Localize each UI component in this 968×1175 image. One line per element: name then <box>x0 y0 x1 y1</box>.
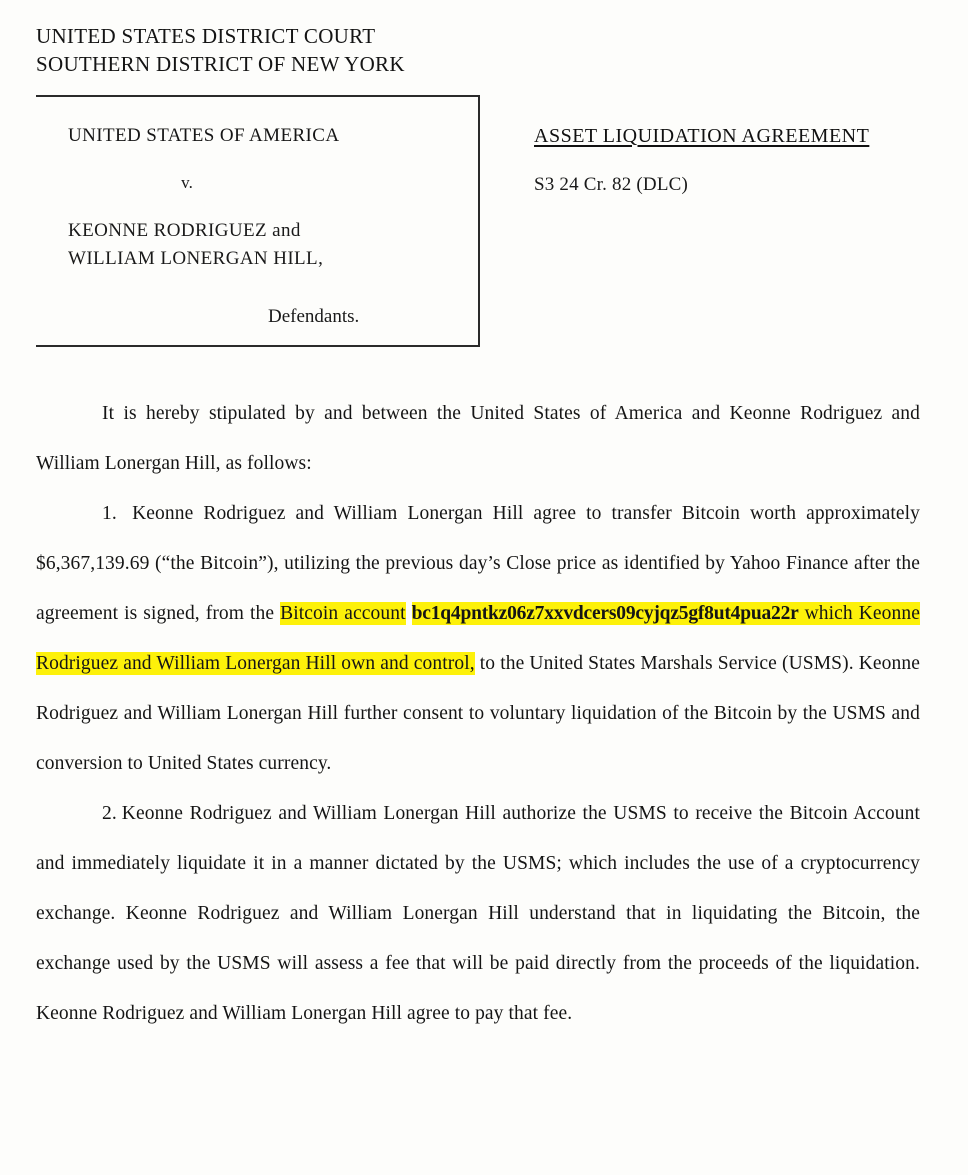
paragraph-1 <box>36 489 920 789</box>
document-body <box>36 389 920 1039</box>
intro-text: It is hereby stipulated by and between the United States of America and Keonne Rodriguez and William Lonergan Hill, as follows: <box>36 402 920 474</box>
highlight-bitcoin-address: bc1q4pntkz06z7xxvdcers09cyjqz5gf8ut4pua22r <box>411 602 799 624</box>
court-name-line2: SOUTHERN DISTRICT OF NEW YORK <box>36 52 405 77</box>
paragraph-1-text-b: to the United States Marshals Service (USMS). Keonne Rodriguez and William Lonergan Hill further consent to voluntary liquidation of the Bitcoin by the USMS and conversion to United States currency. <box>36 652 920 774</box>
paragraph-2-text: Keonne Rodriguez and William Lonergan Hill authorize the USMS to receive the Bitcoin Account and immediately liquidate it in a manner dictated by the USMS; which includes the use of a cryptocurrency exchange. Keonne Rodriguez and William Lonergan Hill understand that in liquidating the Bitcoin, the exchange used by the USMS will assess a fee that will be paid directly from the proceeds of the liquidation. Keonne Rodriguez and William Lonergan Hill agree to pay that fee. <box>36 802 920 1024</box>
versus-label: v. <box>181 173 193 193</box>
case-number: S3 24 Cr. 82 (DLC) <box>534 173 689 195</box>
plaintiff-name: UNITED STATES OF AMERICA <box>68 124 340 146</box>
highlight-ownership-clause: which Keonne Rodriguez and William Lonergan Hill own and control, <box>36 602 920 674</box>
highlight-bitcoin-account-label: Bitcoin account <box>280 602 406 624</box>
document-title: ASSET LIQUIDATION AGREEMENT <box>534 124 870 147</box>
defendants-label: Defendants. <box>268 306 360 328</box>
caption-section <box>36 95 920 347</box>
paragraph-2-number: 2. <box>102 802 117 824</box>
paragraph-1-number: 1. <box>102 502 117 524</box>
court-name-line1: UNITED STATES DISTRICT COURT <box>36 24 376 48</box>
intro-paragraph <box>36 389 920 489</box>
court-header <box>36 22 920 79</box>
defendant-name-line1: KEONNE RODRIGUEZ and <box>68 220 301 242</box>
paragraph-2 <box>36 789 920 1039</box>
defendant-name-line2: WILLIAM LONERGAN HILL, <box>68 247 324 269</box>
document-heading <box>480 95 920 196</box>
paragraph-1-text-a: Keonne Rodriguez and William Lonergan Hill agree to transfer Bitcoin worth approximately $6,367,139.69 (“the Bitcoin”), utilizing the previous day’s Close price as identified by Yahoo Finance after the agreement is signed, from the <box>36 502 920 624</box>
case-caption-box <box>36 95 480 347</box>
